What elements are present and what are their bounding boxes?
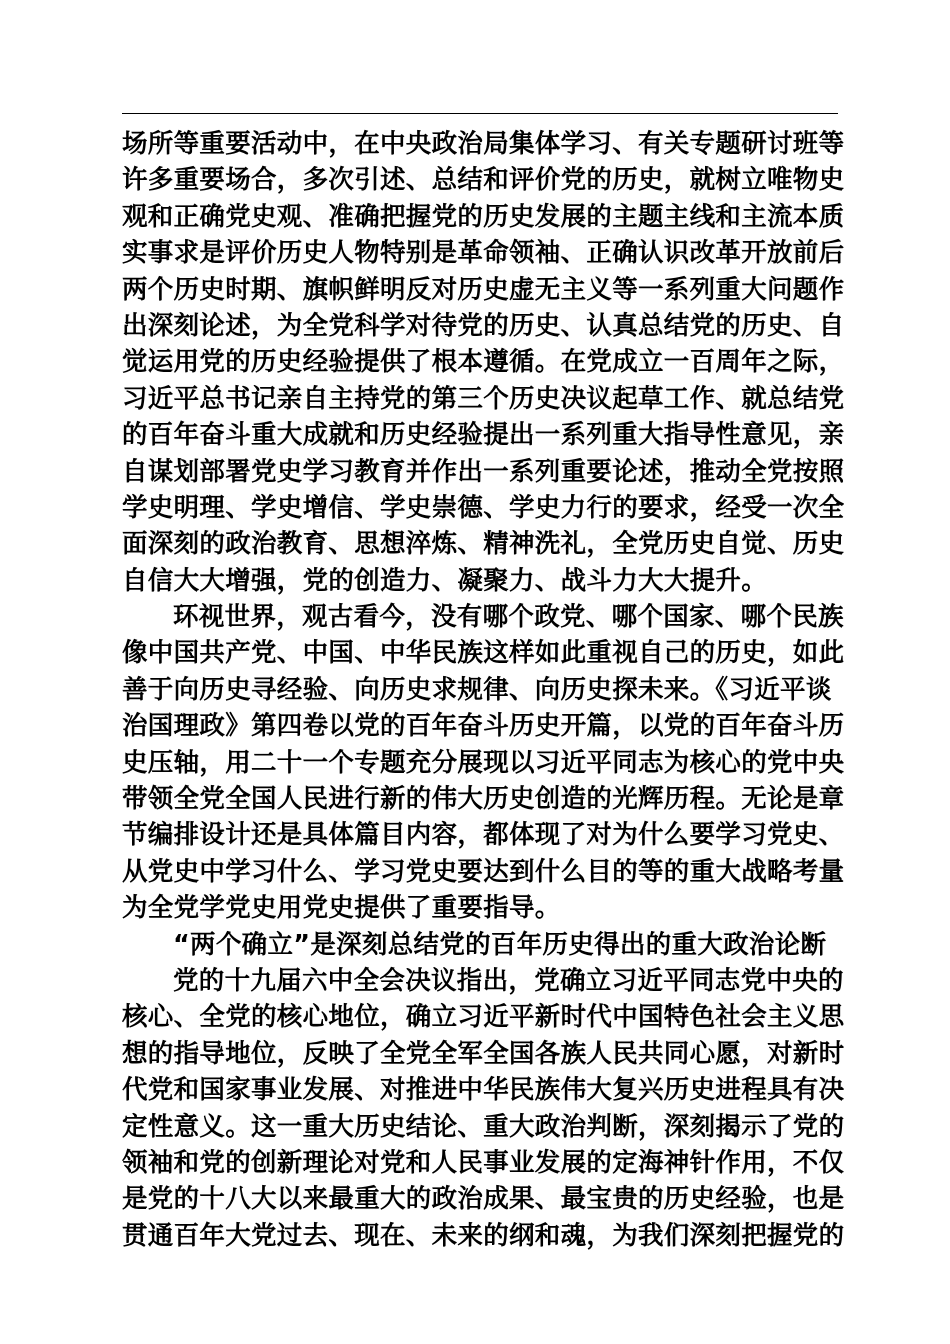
text-line: 为全党学党史用党史提供了重要指导。 xyxy=(122,893,561,924)
text-line: 面深刻的政治教育、思想淬炼、精神洗礼，全党历史自觉、历史 xyxy=(122,529,845,560)
header-rule xyxy=(122,113,838,114)
text-line: 想的指导地位，反映了全党全军全国各族人民共同心愿，对新时 xyxy=(122,1038,845,1069)
text-line: 环视世界，观古看今，没有哪个政党、哪个国家、哪个民族 xyxy=(173,602,844,633)
section-heading: “两个确立”是深刻总结党的百年历史得出的重大政治论断 xyxy=(173,929,827,960)
text-line: 两个历史时期、旗帜鲜明反对历史虚无主义等一系列重大问题作 xyxy=(122,274,845,305)
text-line: 许多重要场合，多次引述、总结和评价党的历史，就树立唯物史 xyxy=(122,165,845,196)
text-line: 代党和国家事业发展、对推进中华民族伟大复兴历史进程具有决 xyxy=(122,1075,845,1106)
text-line: 治国理政》第四卷以党的百年奋斗历史开篇，以党的百年奋斗历 xyxy=(122,711,845,742)
text-line: 核心、全党的核心地位，确立习近平新时代中国特色社会主义思 xyxy=(122,1002,845,1033)
text-line: 像中国共产党、中国、中华民族这样如此重视自己的历史，如此 xyxy=(122,638,845,669)
document-body xyxy=(122,126,852,1254)
text-line: 自谋划部署党史学习教育并作出一系列重要论述，推动全党按照 xyxy=(122,456,845,487)
text-line: 领袖和党的创新理论对党和人民事业发展的定海神针作用，不仅 xyxy=(122,1147,845,1178)
text-line: 史压轴，用二十一个专题充分展现以习近平同志为核心的党中央 xyxy=(122,747,845,778)
text-line: 带领全党全国人民进行新的伟大历史创造的光辉历程。无论是章 xyxy=(122,784,845,815)
text-line: 自信大大增强，党的创造力、凝聚力、战斗力大大提升。 xyxy=(122,565,768,596)
text-line: 觉运用党的历史经验提供了根本遵循。在党成立一百周年之际， xyxy=(122,347,845,378)
text-line: 定性意义。这一重大历史结论、重大政治判断，深刻揭示了党的 xyxy=(122,1111,845,1142)
text-line: 贯通百年大党过去、现在、未来的纲和魂，为我们深刻把握党的 xyxy=(122,1220,845,1251)
text-line: 善于向历史寻经验、向历史求规律、向历史探未来。《习近平谈 xyxy=(122,674,832,705)
text-line: 场所等重要活动中，在中央政治局集体学习、有关专题研讨班等 xyxy=(122,129,845,159)
text-line: 学史明理、学史增信、学史崇德、学史力行的要求，经受一次全 xyxy=(122,492,845,523)
text-line: 出深刻论述，为全党科学对待党的历史、认真总结党的历史、自 xyxy=(122,310,845,341)
text-line: 是党的十八大以来最重大的政治成果、最宝贵的历史经验，也是 xyxy=(122,1184,845,1215)
text-line: 党的十九届六中全会决议指出，党确立习近平同志党中央的 xyxy=(173,965,844,996)
text-line: 从党史中学习什么、学习党史要达到什么目的等的重大战略考量 xyxy=(122,856,845,887)
text-line: 的百年奋斗重大成就和历史经验提出一系列重大指导性意见，亲 xyxy=(122,420,845,451)
text-line: 观和正确党史观、准确把握党的历史发展的主题主线和主流本质 xyxy=(122,201,845,232)
text-line: 实事求是评价历史人物特别是革命领袖、正确认识改革开放前后 xyxy=(122,238,845,269)
text-line: 习近平总书记亲自主持党的第三个历史决议起草工作、就总结党 xyxy=(122,383,845,414)
text-line: 节编排设计还是具体篇目内容，都体现了对为什么要学习党史、 xyxy=(122,820,845,851)
